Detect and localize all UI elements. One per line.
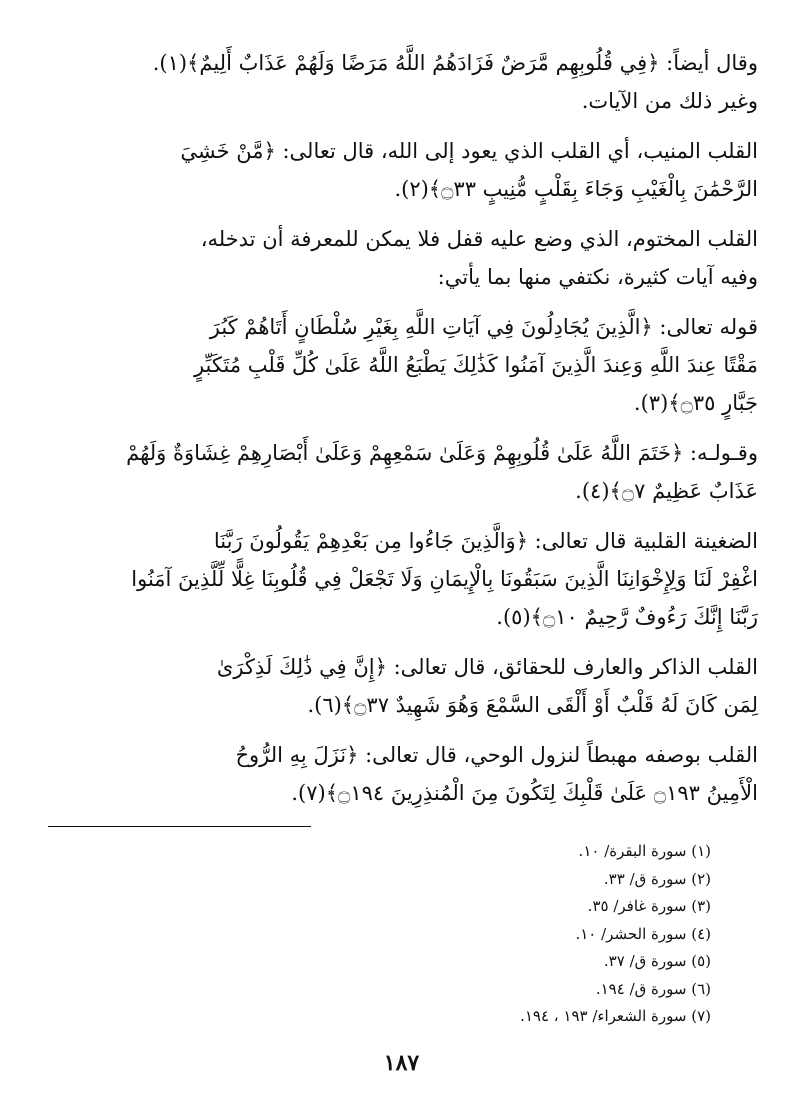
text-line: القلب بوصفه مهبطاً لنزول الوحي، قال تعالى: ﴿نَزَلَ بِهِ الرُّوحُ <box>235 743 758 767</box>
paragraph <box>48 736 758 812</box>
text-line: وقـولـه: ﴿خَتَمَ اللَّهُ عَلَىٰ قُلُوبِهِمْ وَعَلَىٰ سَمْعِهِمْ وَعَلَىٰ أَبْصَارِهِمْ غِشَاوَةٌ وَلَهُمْ <box>126 441 758 465</box>
footnotes <box>520 838 711 1031</box>
footnote-item: (٣) سورة غافر/ ٣٥. <box>587 897 711 915</box>
text-line: وقال أيضاً: ﴿فِي قُلُوبِهِم مَّرَضٌ فَزَادَهُمُ اللَّهُ مَرَضًا وَلَهُمْ عَذَابٌ أَلِيمٌ﴾(١). <box>152 51 758 75</box>
footnote-item: (٤) سورة الحشر/ ١٠. <box>575 924 711 943</box>
text-line: اغْفِرْ لَنَا وَلِإِخْوَانِنَا الَّذِينَ سَبَقُونَا بِالْإِيمَانِ وَلَا تَجْعَلْ فِي قُلُوبِنَا غِلًّا لِّلَّذِينَ آمَنُوا <box>131 567 758 591</box>
footnote-item: (٥) سورة ق/ ٣٧. <box>603 952 711 970</box>
text-line: رَبَّنَا إِنَّكَ رَءُوفٌ رَّحِيمٌ ۝١٠﴾(٥). <box>496 605 758 629</box>
text-line: القلب الذاكر والعارف للحقائق، قال تعالى: ﴿إِنَّ فِي ذَٰلِكَ لَذِكْرَىٰ <box>216 655 758 679</box>
footnote-item: (٧) سورة الشعراء/ ١٩٣ ، ١٩٤. <box>520 1007 711 1025</box>
footnote-item: (١) سورة البقرة/ ١٠. <box>578 842 711 860</box>
text-line: وغير ذلك من الآيات. <box>581 89 758 113</box>
page-number: ١٨٧ <box>383 1050 420 1076</box>
paragraph <box>48 434 758 510</box>
text-line: القلب المنيب، أي القلب الذي يعود إلى الله، قال تعالى: ﴿مَّنْ خَشِيَ <box>180 139 758 163</box>
text-line: جَبَّارٍ ۝٣٥﴾(٣). <box>633 391 758 415</box>
text-line: قوله تعالى: ﴿الَّذِينَ يُجَادِلُونَ فِي آيَاتِ اللَّهِ بِغَيْرِ سُلْطَانٍ أَتَاهُمْ كَبُرَ <box>209 315 758 339</box>
text-line: لِمَن كَانَ لَهُ قَلْبٌ أَوْ أَلْقَى السَّمْعَ وَهُوَ شَهِيدٌ ۝٣٧﴾(٦). <box>307 693 758 717</box>
text-line: مَقْتًا عِندَ اللَّهِ وَعِندَ الَّذِينَ آمَنُوا كَذَٰلِكَ يَطْبَعُ اللَّهُ عَلَىٰ كُلِّ قَلْبِ مُتَكَبِّرٍ <box>193 353 758 377</box>
page-body <box>48 44 758 824</box>
paragraph <box>48 220 758 296</box>
text-line: وفيه آيات كثيرة، نكتفي منها بما يأتي: <box>437 265 758 289</box>
text-line: القلب المختوم، الذي وضع عليه قفل فلا يمكن للمعرفة أن تدخله، <box>200 227 758 251</box>
paragraph <box>48 308 758 422</box>
paragraph <box>48 132 758 208</box>
text-line: الْأَمِينُ ۝١٩٣ عَلَىٰ قَلْبِكَ لِتَكُونَ مِنَ الْمُنذِرِينَ ۝١٩٤﴾(٧). <box>291 781 758 805</box>
text-line: الضغينة القلبية قال تعالى: ﴿وَالَّذِينَ جَاءُوا مِن بَعْدِهِمْ يَقُولُونَ رَبَّنَا <box>213 529 758 553</box>
paragraph <box>48 522 758 636</box>
footnote-divider <box>48 826 311 827</box>
footnote-item: (٢) سورة ق/ ٣٣. <box>603 869 711 888</box>
paragraph <box>48 648 758 724</box>
text-line: الرَّحْمَٰنَ بِالْغَيْبِ وَجَاءَ بِقَلْبٍ مُّنِيبٍ ۝٣٣﴾(٢). <box>394 177 758 201</box>
paragraph <box>48 44 758 120</box>
text-line: عَذَابٌ عَظِيمٌ ۝٧﴾(٤). <box>575 479 758 503</box>
main-text <box>48 44 758 812</box>
footnote-item: (٦) سورة ق/ ١٩٤. <box>595 979 711 998</box>
